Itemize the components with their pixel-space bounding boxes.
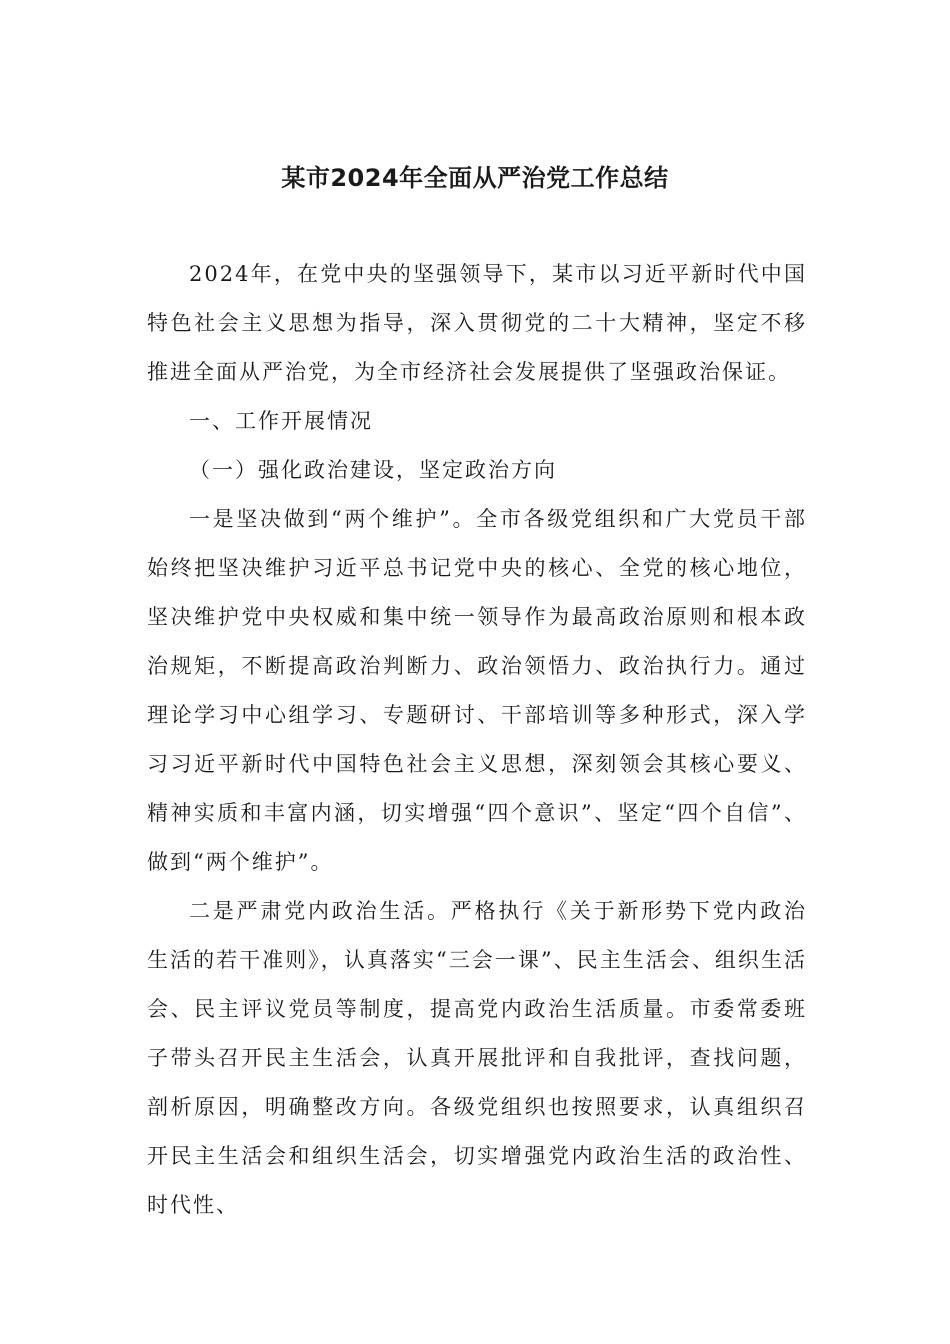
intro-paragraph: 2024年，在党中央的坚强领导下，某市以习近平新时代中国特色社会主义思想为指导，深入贯彻党的二十大精神，坚定不移推进全面从严治党，为全市经济社会发展提供了坚强政治保证。 — [147, 262, 807, 384]
document-title: 某市2024年全面从严治党工作总结 — [281, 164, 669, 192]
body-paragraph: 一是坚决做到“两个维护”。全市各级党组织和广大党员干部始终把坚决维护习近平总书记党中央的核心、全党的核心地位，坚决维护党中央权威和集中统一领导作为最高政治原则和根本政治规矩，不断提高政治判断力、政治领悟力、政治执行力。通过理论学习中心组学习、专题研讨、干部培训等多种形式，深入学习习近平新时代中国特色社会主义思想，深刻领会其核心要义、精神实质和丰富内涵，切实增强“四个意识”、坚定“四个自信”、做到“两个维护”。 — [147, 507, 807, 874]
body-paragraph: 二是严肃党内政治生活。严格执行《关于新形势下党内政治生活的若干准则》，认真落实“三会一课”、民主生活会、组织生活会、民主评议党员等制度，提高党内政治生活质量。市委常委班子带头召开民主生活会，认真开展批评和自我批评，查找问题，剖析原因，明确整改方向。各级党组织也按照要求，认真组织召开民主生活会和组织生活会，切实增强党内政治生活的政治性、时代性、 — [147, 899, 807, 1217]
subsection-heading: （一）强化政治建设，坚定政治方向 — [189, 458, 557, 482]
document-body — [147, 250, 807, 1230]
section-heading: 一、工作开展情况 — [189, 409, 373, 433]
